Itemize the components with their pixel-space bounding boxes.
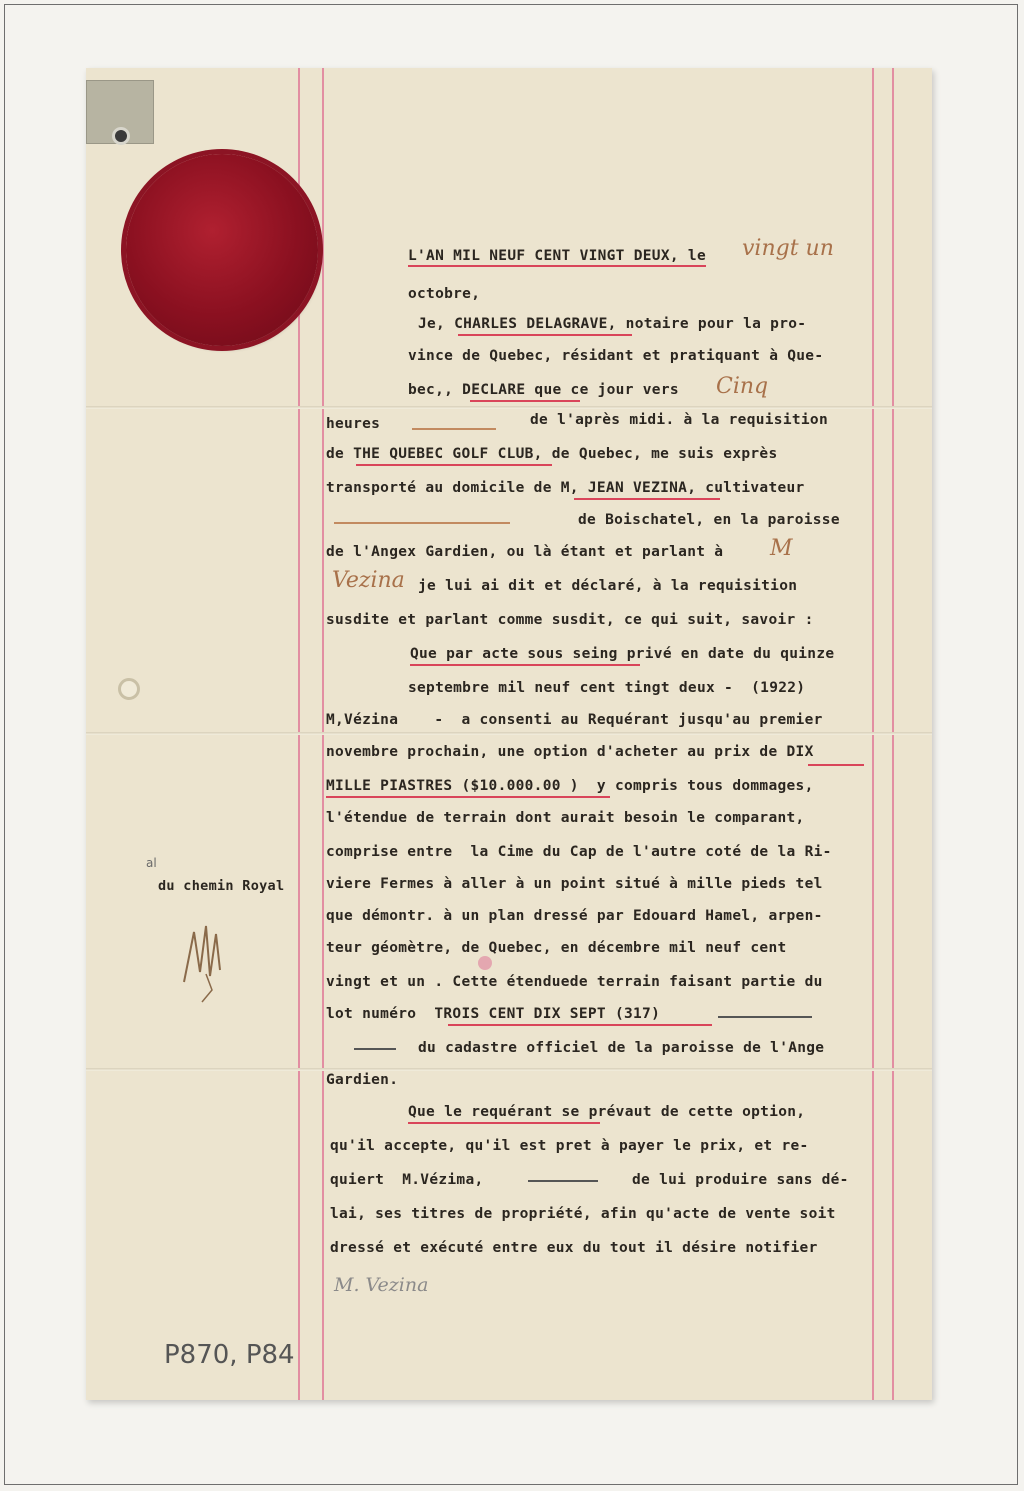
text-line: qu'il accepte, qu'il est pret à payer le prix, et re- xyxy=(330,1138,809,1154)
blank-line xyxy=(528,1180,598,1182)
handwritten-name-a: M xyxy=(770,536,793,561)
text-line xyxy=(408,248,706,264)
text-line: que démontr. à un plan dressé par Edouard Hamel, arpen- xyxy=(326,908,823,924)
text-line: du cadastre officiel de la paroisse de l'Ange xyxy=(418,1040,825,1056)
text-line: dressé et exécuté entre eux du tout il désire notifier xyxy=(330,1240,818,1256)
initials-signature-icon xyxy=(176,912,232,1008)
text-line: novembre prochain, une option d'acheter au prix de DIX xyxy=(326,744,814,760)
text-line: lai, ses titres de propriété, afin qu'acte de vente soit xyxy=(330,1206,836,1222)
text-line: heures xyxy=(326,416,381,432)
text-line: l'étendue de terrain dont aurait besoin le comparant, xyxy=(326,810,805,826)
underline xyxy=(356,464,552,466)
handwritten-day: vingt un xyxy=(742,236,834,261)
catalog-number: P870, P84 xyxy=(164,1340,295,1370)
text-line: Que le requérant se prévaut de cette option, xyxy=(408,1104,806,1120)
text-line: quiert M.Vézima, xyxy=(330,1172,484,1188)
text-line: Que par acte sous seing privé en date du quinze xyxy=(410,646,835,662)
text-line: octobre, xyxy=(408,286,481,302)
underline xyxy=(448,1024,712,1026)
underline xyxy=(458,334,632,336)
date-heading: L'AN MIL NEUF CENT VINGT DEUX, le xyxy=(408,248,706,267)
grommet-icon xyxy=(112,127,130,145)
margin-note: du chemin Royal xyxy=(158,878,285,894)
underline xyxy=(574,498,720,500)
text-line: Gardien. xyxy=(326,1072,399,1088)
text-line: M,Vézina - a consenti au Requérant jusqu'au premier xyxy=(326,712,823,728)
ink-dot xyxy=(478,956,492,970)
punch-hole-icon xyxy=(118,678,140,700)
paper-fold xyxy=(86,406,932,409)
handwritten-hour: Cinq xyxy=(716,374,769,399)
handwritten-name-b: Vezina xyxy=(332,568,405,593)
underline xyxy=(408,1122,600,1124)
text-line: de l'Angex Gardien, ou là étant et parlant à xyxy=(326,544,724,560)
text-line: Je, CHARLES DELAGRAVE, notaire pour la pro- xyxy=(418,316,807,332)
blank-line xyxy=(334,522,510,524)
underline xyxy=(470,400,580,402)
underline xyxy=(326,796,610,798)
text-line: comprise entre la Cime du Cap de l'autre coté de la Ri- xyxy=(326,844,832,860)
text-line: teur géomètre, de Quebec, en décembre mil neuf cent xyxy=(326,940,787,956)
underline xyxy=(410,664,640,666)
text-line: je lui ai dit et déclaré, à la requisition xyxy=(418,578,798,594)
handwritten-signature-note: M. Vezina xyxy=(334,1274,429,1296)
paper-fold xyxy=(86,732,932,735)
binding-tab xyxy=(86,80,154,144)
text-line: de Boischatel, en la paroisse xyxy=(578,512,840,528)
text-line: bec,, DECLARE que ce jour vers xyxy=(408,382,679,398)
blank-line xyxy=(412,428,496,430)
wax-seal-icon xyxy=(126,154,318,346)
text-line: de THE QUEBEC GOLF CLUB, de Quebec, me suis exprès xyxy=(326,446,778,462)
text-line: vingt et un . Cette étenduede terrain faisant partie du xyxy=(326,974,823,990)
text-line: lot numéro TROIS CENT DIX SEPT (317) xyxy=(326,1006,661,1022)
blank-line xyxy=(354,1048,396,1050)
blank-line xyxy=(718,1016,812,1018)
text-line: septembre mil neuf cent tingt deux - (1922) xyxy=(408,680,806,696)
text-line: de l'après midi. à la requisition xyxy=(530,412,828,428)
text-line: MILLE PIASTRES ($10.000.00 ) y compris tous dommages, xyxy=(326,778,814,794)
initials-note: al xyxy=(146,856,157,870)
text-line: viere Fermes à aller à un point situé à mille pieds tel xyxy=(326,876,823,892)
text-line: susdite et parlant comme susdit, ce qui suit, savoir : xyxy=(326,612,814,628)
text-line: vince de Quebec, résidant et pratiquant à Que- xyxy=(408,348,824,364)
text-line: de lui produire sans dé- xyxy=(632,1172,849,1188)
text-line: transporté au domicile de M, JEAN VEZINA, cultivateur xyxy=(326,480,805,496)
underline xyxy=(808,764,864,766)
paper-fold xyxy=(86,1068,932,1071)
